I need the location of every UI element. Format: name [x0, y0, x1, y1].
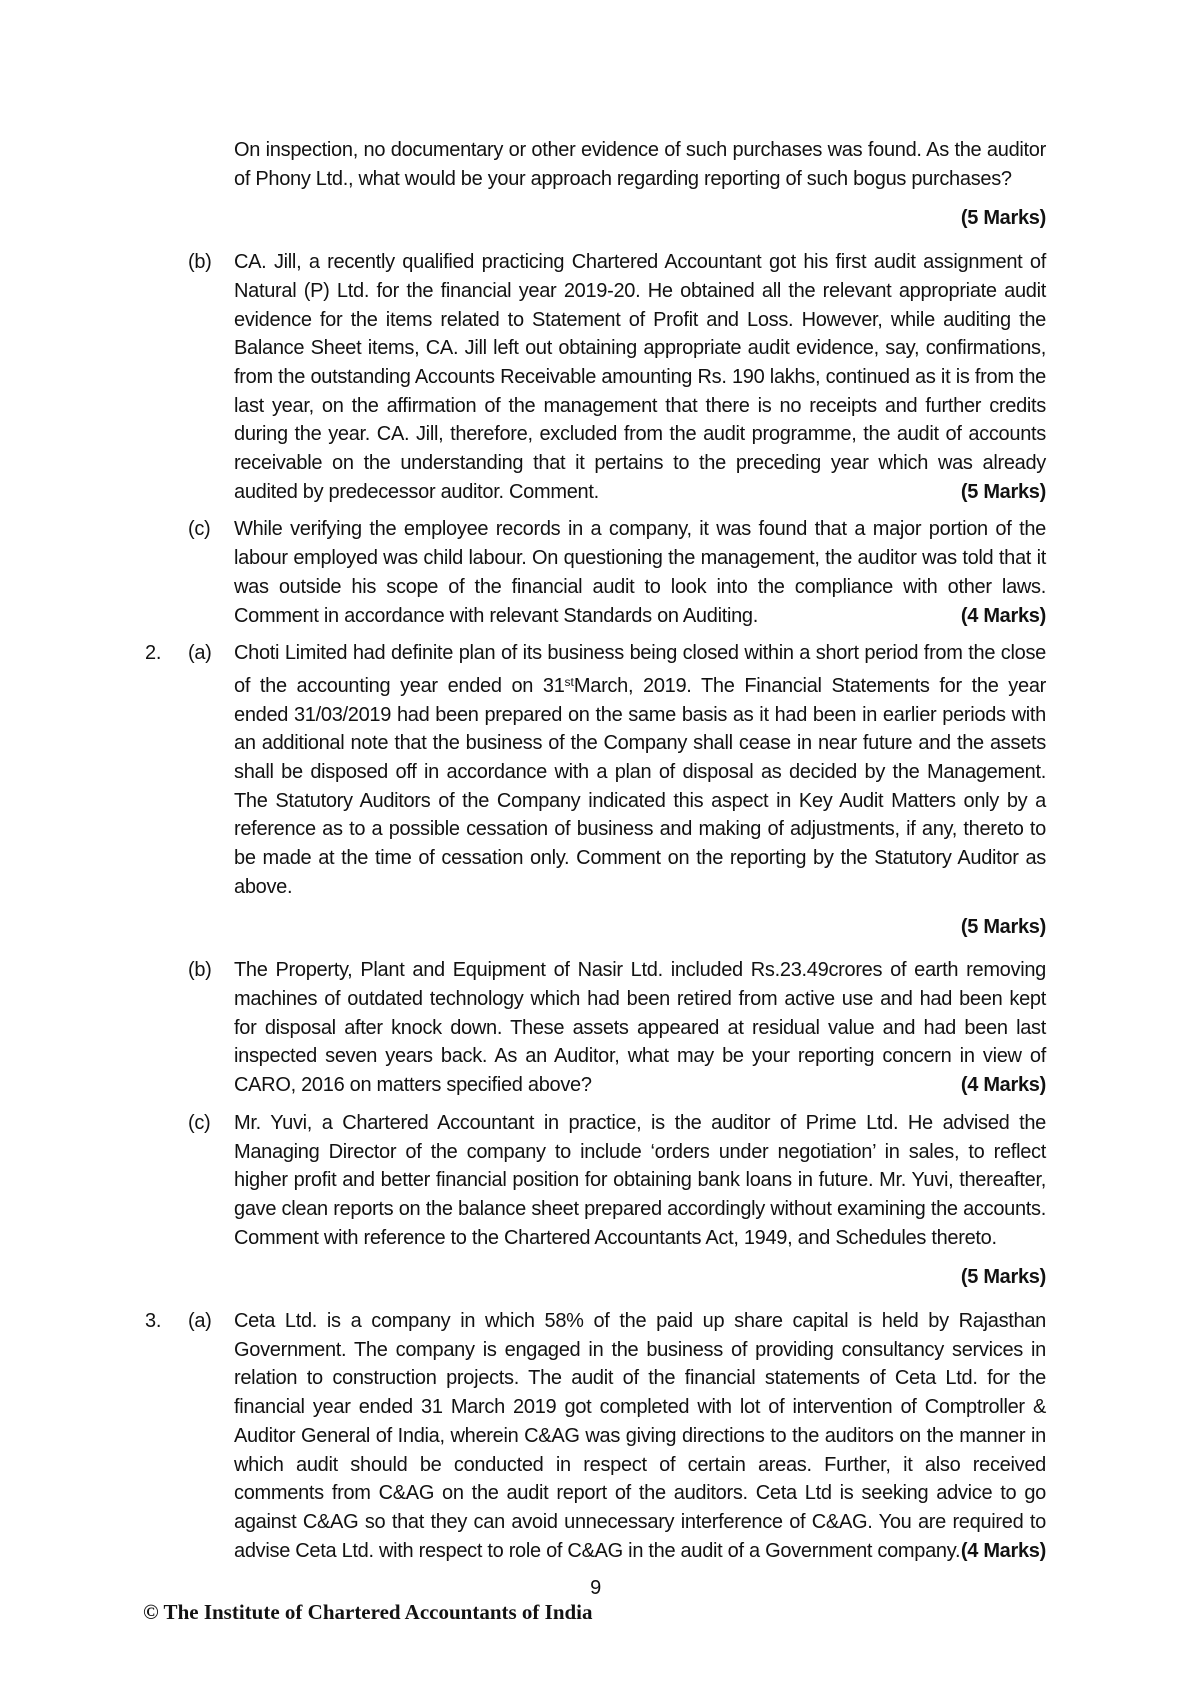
question-number — [145, 136, 188, 193]
page-number: 9 — [590, 1577, 601, 1600]
marks-label-q1c: (4 Marks) — [960, 604, 1046, 627]
marks-label-q1a: (5 Marks) — [960, 207, 1046, 230]
question-number — [145, 515, 188, 630]
question-1b-block — [145, 248, 1046, 506]
paragraph-text: Mr. Yuvi, a Chartered Accountant in practice, is the auditor of Prime Ltd. He advised the Managing Director of the company to include ‘orders under negotiation’ in sales, to reflect higher profit and better financial position for obtaining bank loans in future. Mr. Yuvi, thereafter, gave clean reports on the balance sheet prepared accordingly without examining the accounts. Comment with reference to the Chartered Accountants Act, 1949, and Schedules thereto. — [234, 1111, 1046, 1249]
question-letter — [188, 136, 234, 193]
question-2a-block — [145, 639, 1046, 901]
question-letter: (a) — [188, 642, 212, 665]
paragraph-text: On inspection, no documentary or other evidence of such purchases was found. As the auditor of Phony Ltd., what would be your approach regarding reporting of such bogus purchases? — [234, 139, 1046, 190]
question-1a-continuation-text — [234, 136, 1046, 193]
marks-label-q2c: (5 Marks) — [960, 1266, 1046, 1289]
question-letter: (c) — [188, 1111, 211, 1134]
question-3a-text — [234, 1307, 1046, 1565]
question-number — [145, 956, 188, 1100]
marks-label-q2b: (4 Marks) — [960, 1074, 1046, 1097]
superscript-st: st — [564, 674, 574, 689]
question-letter: (b) — [188, 959, 212, 982]
question-2b-text — [234, 956, 1046, 1100]
question-1c-text — [234, 515, 1046, 630]
question-2c-block — [145, 1109, 1046, 1253]
question-1a-continuation-block — [145, 136, 1046, 193]
question-1c-block — [145, 515, 1046, 630]
paragraph-text: While verifying the employee records in a company, it was found that a major portion of the labour employed was child labour. On questioning the management, the auditor was told that it was outside his scope of the financial audit to look into the compliance with other laws. Comment in accordance with relevant Standards on Auditing. — [234, 518, 1046, 627]
paragraph-text: CA. Jill, a recently qualified practicing Chartered Accountant got his first audit assignment of Natural (P) Ltd. for the financial year 2019-20. He obtained all the relevant appropriate audit evidence for the items related to Statement of Profit and Loss. However, while auditing the Balance Sheet items, CA. Jill left out obtaining appropriate audit evidence, say, confirmations, from the outstanding Accounts Receivable amounting Rs. 190 lakhs, continued as it is from the last year, on the affirmation of the management that there is no receipts and further credits during the year. CA. Jill, therefore, excluded from the audit programme, the audit of accounts receivable on the understanding that it pertains to the preceding year which was already audited by predecessor auditor. Comment. — [234, 251, 1046, 503]
marks-label-q2a: (5 Marks) — [960, 915, 1046, 938]
question-2a-text — [234, 639, 1046, 901]
paragraph-text-before-superscript: Choti Limited had definite plan of its business being closed within a short period from the close of the accounting year ended on 31 — [234, 642, 1046, 697]
question-1b-text — [234, 248, 1046, 506]
paragraph-text: Ceta Ltd. is a company in which 58% of the paid up share capital is held by Rajasthan Government. The company is engaged in the business of providing consultancy services in relation to construction projects. The audit of the financial statements of Ceta Ltd. for the financial year ended 31 March 2019 got completed with lot of intervention of Comptroller & Auditor General of India, wherein C&AG was giving directions to the auditors on the manner in which audit should be conducted in respect of certain areas. Further, it also received comments from C&AG on the audit report of the auditors. Ceta Ltd is seeking advice to go against C&AG so that they can avoid unnecessary interference of C&AG. You are required to advise Ceta Ltd. with respect to role of C&AG in the audit of a Government company. — [234, 1310, 1046, 1562]
question-letter: (c) — [188, 518, 211, 541]
copyright-footer: © The Institute of Chartered Accountants of India — [143, 1600, 593, 1624]
marks-label-q3a: (4 Marks) — [960, 1539, 1046, 1562]
paragraph-text: The Property, Plant and Equipment of Nasir Ltd. included Rs.23.49crores of earth removing machines of outdated technology which had been retired from active use and had been kept for disposal after knock down. These assets appeared at residual value and had been last inspected seven years back. As an Auditor, what may be your reporting concern in view of CARO, 2016 on matters specified above? — [234, 959, 1046, 1097]
paragraph-text-after-superscript: March, 2019. The Financial Statements for the year ended 31/03/2019 had been prepared on the same basis as it had been in earlier periods with an additional note that the business of the Company shall cease in near future and the assets shall be disposed off in accordance with a plan of disposal as decided by the Management. The Statutory Auditors of the Company indicated this aspect in Key Audit Matters only by a reference as to a possible cessation of business and making of adjustments, if any, thereto to be made at the time of cessation only. Comment on the reporting by the Statutory Auditor as above. — [234, 674, 1047, 898]
marks-label-q1b: (5 Marks) — [960, 480, 1046, 503]
question-number — [145, 1109, 188, 1253]
question-2b-block — [145, 956, 1046, 1100]
question-letter: (b) — [188, 251, 212, 274]
question-2c-text — [234, 1109, 1046, 1253]
question-paper-content — [145, 136, 1046, 1603]
question-number: 3. — [145, 1310, 162, 1333]
question-letter: (a) — [188, 1310, 212, 1333]
question-3a-block — [145, 1307, 1046, 1565]
question-number — [145, 248, 188, 506]
question-number: 2. — [145, 642, 162, 665]
